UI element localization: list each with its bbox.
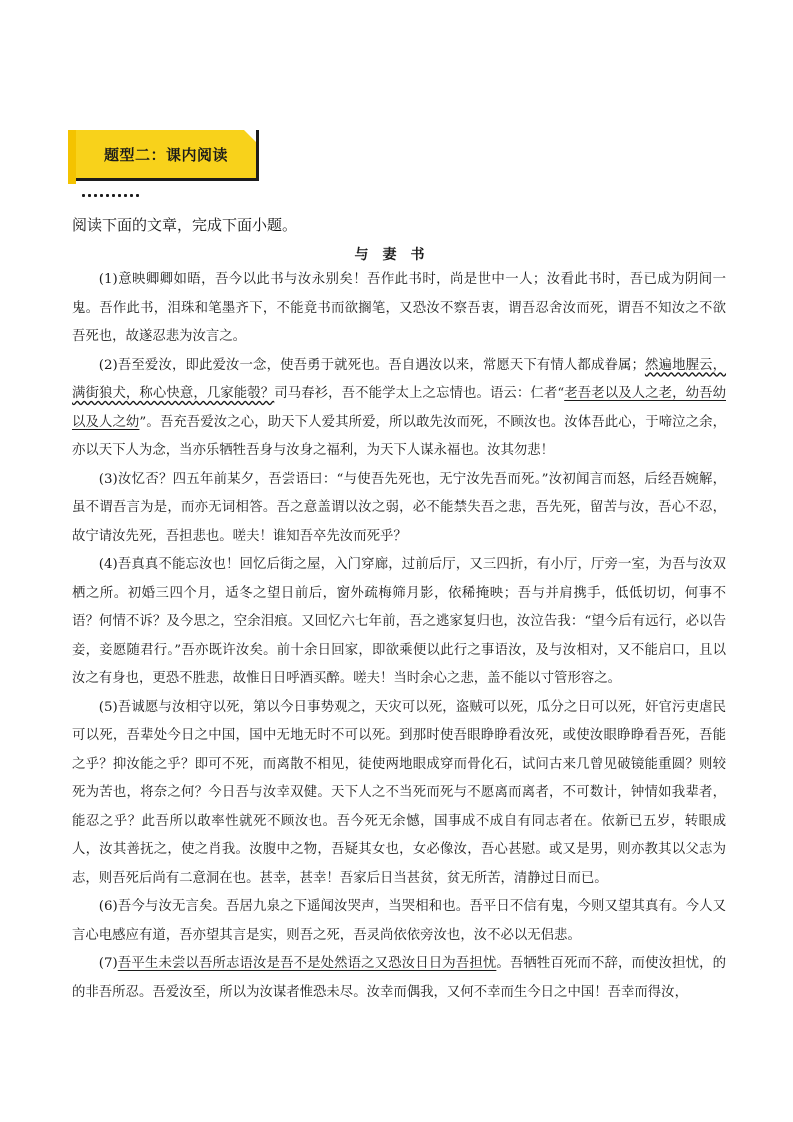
- essay-paragraph-6: [72, 893, 726, 950]
- paragraph-text: 司马春衫，吾不能学太上之忘情也。语云：仁者“: [274, 386, 565, 401]
- paragraph-text: (4)吾真真不能忘汝也！回忆后街之屋，入门穿廊，过前后厅，又三四折，有小厅，厅旁一室，为吾与汝双栖之所。初婚三四个月，适冬之望日前后，窗外疏梅筛月影，依稀掩映；吾与并肩携手，低低切切，何事不语？何情不诉？及今思之，空余泪痕。又回忆六七年前，吾之逃家复归也，汝泣告我：“望今后有远行，必以告妾，妾愿随君行。”吾亦既许汝矣。前十余日回家，即欲乘便以此行之事语汝，及与汝相对，又不能启口，且以汝之有身也，更恐不胜悲，故惟日日呼酒买醉。嗟夫！当时余心之悲，盖不能以寸管形容之。: [72, 557, 726, 686]
- badge-accent-bar: [68, 130, 76, 184]
- section-heading: 题型二：课内阅读: [103, 145, 228, 164]
- essay-paragraph-2: [72, 352, 726, 466]
- paragraph-text: (7): [98, 956, 118, 971]
- underlined-passage: 吾平生未尝以吾所志语汝是吾不是处然语之又恐汝日日为吾担忧: [117, 956, 497, 971]
- paragraph-text: (1)意映卿卿如晤，吾今以此书与汝永别矣！吾作此书时，尚是世中一人；汝看此书时，吾已成为阴间一鬼。吾作此书，泪珠和笔墨齐下，不能竟书而欲搁笔，又恐汝不察吾衷，谓吾忍舍汝而死，谓吾不知汝之不欲吾死也，故遂忍悲为汝言之。: [72, 272, 726, 344]
- paragraph-text: (2)吾至爱汝，即此爱汝一念，使吾勇于就死也。吾自遇汝以来，常愿天下有情人都成眷属；: [98, 357, 645, 373]
- paragraph-text: ”。吾充吾爱汝之心，助天下人爱其所爱，所以敢先汝而死，不顾汝也。汝体吾此心，于啼泣之余，亦以天下人为念，当亦乐牺牲吾身与汝身之福利，为天下人谋永福也。汝其勿悲！: [72, 414, 727, 458]
- essay-body: [72, 266, 726, 1007]
- badge-dots-decoration: [82, 182, 152, 187]
- underlined-passage: 然遍地腥云，满街狼犬，称心快意，几家能彀？: [72, 357, 727, 401]
- underlined-passage: 老吾老以及人之老，幼吾幼以及人之幼: [72, 386, 726, 430]
- essay-paragraph-7: [72, 950, 726, 1007]
- essay-paragraph-3: [72, 466, 726, 552]
- essay-paragraph-1: [72, 266, 726, 352]
- essay-title: 与妻书: [354, 247, 439, 263]
- section-heading-badge: [68, 126, 268, 188]
- essay-paragraph-5: [72, 694, 726, 894]
- instruction-text: 阅读下面的文章，完成下面小题。: [72, 216, 298, 234]
- essay-paragraph-4: [72, 551, 726, 694]
- paragraph-text: (5)吾诚愿与汝相守以死，第以今日事势观之，天灾可以死，盗贼可以死，瓜分之日可以死，奸官污吏虐民可以死，吾辈处今日之中国，国中无地无时不可以死。到那时使吾眼睁睁看汝死，或使汝眼睁睁看吾死，吾能之乎？抑汝能之乎？即可不死，而离散不相见，徒使两地眼成穿而骨化石，试问古来几曾见破镜能重圆？则较死为苦也，将奈之何？今日吾与汝幸双健。天下人之不当死而死与不愿离而离者，不可数计，钟情如我辈者，能忍之乎？此吾所以敢率性就死不顾汝也。吾今死无余憾，国事成不成自有同志者在。依新已五岁，转眼成人，汝其善抚之，使之肖我。汝腹中之物，吾疑其女也，女必像汝，吾心甚慰。或又是男，则亦教其以父志为志，则吾死后尚有二意洞在也。甚幸，甚幸！吾家后日当甚贫，贫无所苦，清静过日而已。: [72, 699, 726, 886]
- paragraph-text: (6)吾今与汝无言矣。吾居九泉之下遥闻汝哭声，当哭相和也。吾平日不信有鬼，今则又望其真有。今人又言心电感应有道，吾亦望其言是实，则吾之死，吾灵尚依依旁汝也，汝不必以无侣悲。: [72, 899, 726, 943]
- paragraph-text: 。吾牺牲百死而不辞，而使汝担忧，的的非吾所忍。吾爱汝至，所以为汝谋者惟恐未尽。汝幸而偶我，又何不幸而生今日之中国！吾幸而得汝，: [72, 956, 727, 1000]
- paragraph-text: (3)汝忆否？四五年前某夕，吾尝语曰：“与使吾先死也，无宁汝先吾而死。”汝初闻言而怒，后经吾婉解，虽不谓吾言为是，而亦无词相答。吾之意盖谓以汝之弱，必不能禁失吾之悲，吾先死，留苦与汝，吾心不忍，故宁请汝先死，吾担悲也。嗟夫！谁知吾卒先汝而死乎？: [72, 471, 726, 544]
